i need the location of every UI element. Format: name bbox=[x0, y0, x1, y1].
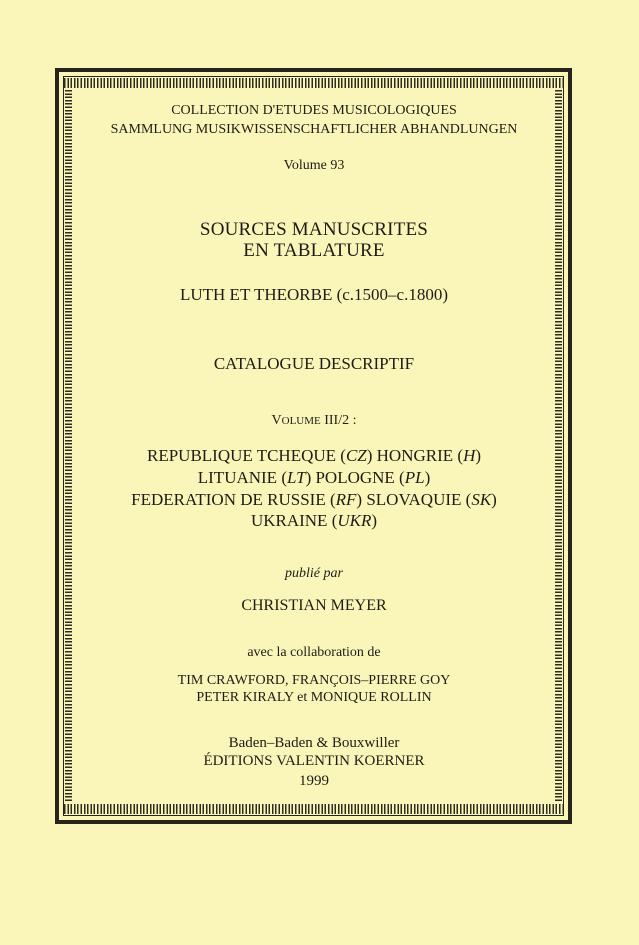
country-code: SK bbox=[471, 490, 492, 509]
country-text: REPUBLIQUE TCHEQUE ( bbox=[146, 446, 346, 465]
published-by: publié par bbox=[285, 566, 343, 581]
main-title-line2: EN TABLATURE bbox=[243, 240, 385, 261]
country-text: ) bbox=[371, 511, 378, 530]
part-label bbox=[60, 411, 568, 429]
country-text: ) bbox=[475, 446, 482, 465]
countries-line bbox=[60, 511, 568, 531]
country-code: LT bbox=[286, 468, 306, 487]
country-code: UKR bbox=[337, 511, 372, 530]
country-text: FEDERATION DE RUSSIE ( bbox=[131, 490, 336, 509]
country-code: PL bbox=[404, 468, 425, 487]
collaboration-intro: avec la collaboration de bbox=[247, 645, 381, 660]
editor-name: CHRISTIAN MEYER bbox=[241, 597, 387, 614]
part-number: III/2 : bbox=[320, 413, 357, 428]
part-label-initial: V bbox=[271, 413, 282, 428]
catalogue-heading: CATALOGUE DESCRIPTIF bbox=[213, 354, 415, 373]
collaborators-line1: TIM CRAWFORD, FRANÇOIS–PIERRE GOY bbox=[177, 673, 451, 688]
series-title-fr: COLLECTION D'ETUDES MUSICOLOGIQUES bbox=[171, 103, 457, 118]
countries-line bbox=[60, 468, 568, 488]
country-text: LITUANIE ( bbox=[197, 468, 287, 487]
collaborators-line2: PETER KIRALY et MONIQUE ROLLIN bbox=[196, 690, 432, 705]
country-code: CZ bbox=[345, 446, 367, 465]
subtitle: LUTH ET THEORBE (c.1500–c.1800) bbox=[179, 285, 449, 304]
country-code: RF bbox=[335, 490, 357, 509]
country-text: ) HONGRIE ( bbox=[366, 446, 464, 465]
imprint-place: Baden–Baden & Bouxwiller bbox=[228, 735, 400, 751]
frame-hatch-bottom bbox=[64, 804, 563, 814]
main-title-line1: SOURCES MANUSCRITES bbox=[199, 219, 429, 240]
country-text: ) bbox=[491, 490, 497, 509]
country-text: ) POLOGNE ( bbox=[305, 468, 405, 487]
frame-hatch-top bbox=[64, 78, 563, 88]
countries-line bbox=[60, 490, 568, 510]
part-label-rest: OLUME bbox=[281, 415, 321, 427]
country-text: ) bbox=[424, 468, 431, 487]
countries-line bbox=[60, 446, 568, 466]
series-title-de: SAMMLUNG MUSIKWISSENSCHAFTLICHER ABHANDLUNGEN bbox=[110, 122, 518, 137]
volume-number: Volume 93 bbox=[283, 158, 345, 173]
country-text: UKRAINE ( bbox=[250, 511, 338, 530]
imprint-publisher: ÉDITIONS VALENTIN KOERNER bbox=[203, 753, 425, 769]
imprint-year: 1999 bbox=[299, 773, 329, 789]
country-code: H bbox=[463, 446, 476, 465]
country-text: ) SLOVAQUIE ( bbox=[356, 490, 472, 509]
